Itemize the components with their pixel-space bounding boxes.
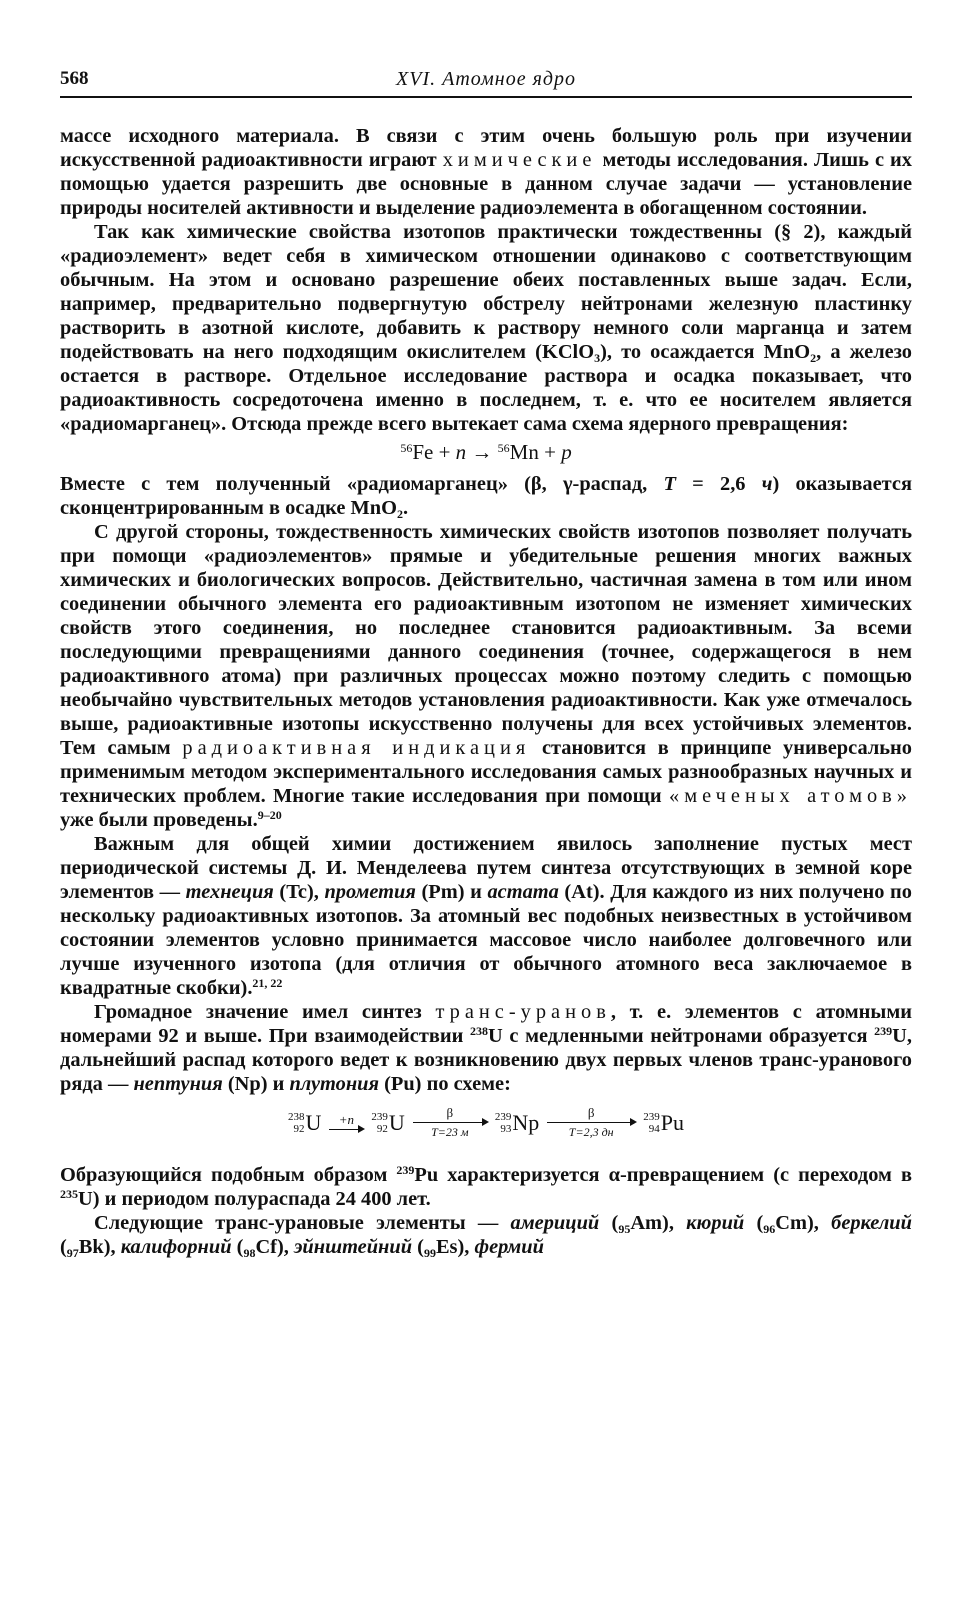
decay-scheme [60,1106,912,1139]
paragraph-1: массе исходного материала. В связи с этим очень большую роль при изучении искусственной радиоактивности играют химические методы исследования. Лишь с их помощью удается разрешить две основные в данном случае задачи — установление природы носителей активности и выделение радиоэлемента в обогащенном состоянии. [60,125,912,219]
arrow-neutron-capture: +n [329,1113,363,1132]
nuclide-u238: 238 92 U [288,1109,322,1135]
paragraph-3: Вместе с тем полученный «радиомарганец» (β, γ-распад, T = 2,6 ч) оказывается сконцентрированным в осадке MnO$_2$. [60,473,912,521]
nuclide-u239: 239 92 U [371,1109,405,1135]
page-number: 568 [60,68,89,89]
paragraph-2: Так как химические свойства изотопов практически тождественны (§ 2), каждый «радиоэлемент» ведет себя в химическом отношении одинаково с соответствующим обычным. На этом и основано разрешение обеих поставленных выше задач. Если, например, предварительно подвергнутую обстрелу нейтронами железную пластинку растворить в азотной кислоте, добавить к раствору немного соли марганца и затем подействовать на него подходящим окислителем (KClO$_3$), то осаждается MnO$_2$, а железо остается в растворе. Отдельное исследование раствора и осадка показывает, что радиоактивность сосредоточена именно в последнем, т. е. что ее носителем является «радиомарганец». Отсюда прежде всего вытекает сама схема ядерного превращения: [60,221,912,435]
spaced-term: химические [442,149,597,171]
running-title: XVI. Атомное ядро [396,68,576,90]
page-body [60,124,912,1259]
footnote-ref: 21, 22 [252,976,283,990]
spaced-term: «меченых атомов» [669,785,912,807]
arrow-beta-decay-2: β T=2,3 дн [547,1106,635,1139]
footnote-ref: 9–20 [257,808,282,822]
nuclide-pu239: 239 94 Pu [643,1109,684,1135]
paragraph-4: С другой стороны, тождественность химических свойств изотопов позволяет получать при помощи «радиоэлементов» прямые и убедительные решения многих важных химических и биологических вопросов. Действительно, частичная замена в том или ином соединении обычного элемента его радиоактивным изотопом не изменяет химических свойств этого соединения, но последнее становится радиоактивным. За всеми последующими превращениями данного соединения (точнее, содержащегося в нем радиоактивного атома) при различных процессах можно поэтому следить с помощью необычайно чувствительных методов установления радиоактивности. Как уже отмечалось выше, радиоактивные изотопы искусственно получены для всех устойчивых элементов. Тем самым радиоактивная индикация становится в принципе универсально применимым методом экспериментального исследования самых разнообразных научных и технических проблем. Многие такие исследования при помощи «меченых атомов» уже были проведены.$^{9-20}$ [60,521,912,831]
nuclide-np239: 239 93 Np [494,1109,540,1135]
paragraph-7: Образующийся подобным образом $^{239}$Pu характеризуется α-превращением (с переходом в $^{235}$U) и периодом полураспада 24 400 лет. [60,1163,912,1210]
spaced-term: радиоактивная индикация [182,737,531,759]
paragraph-6: Громадное значение имел синтез транс-уранов, т. е. элементов с атомными номерами 92 и выше. При взаимодействии $^{238}$U с медленными нейтронами образуется $^{239}$U, дальнейший распад которого ведет к возникновению двух первых членов транс-уранового ряда — нептуния (Np) и плутония (Pu) по схеме: [60,1001,912,1095]
spaced-term: транс-уранов [435,1001,611,1023]
paragraph-5: Важным для общей химии достижением явилось заполнение пустых мест периодической системы Д. И. Менделеева путем синтеза отсутствующих в земной коре элементов — технеция (Tc), прометия (Pm) и астата (At). Для каждого из них получено по нескольку радиоактивных изотопов. За атомный вес подобных неизвестных в устойчивом состоянии элементов условно принимается массовое число наиболее долговечного или лучше изученного изотопа (для отличия от обычного атомного веса заключаемое в квадратные скобки).$^{21, 22}$ [60,833,912,999]
paragraph-8: Следующие транс-урановые элементы — америций $(_{95}Am)$, кюрий $(_{96}Cm)$, беркелий $(_{97}Bk)$, калифорний $(_{98}Cf)$, эйнштейний $(_{99}Es)$, фермий [60,1212,912,1260]
arrow-beta-decay-1: β T=23 м [413,1106,487,1139]
nuclear-reaction-equation: $^{56}$Fe + n → $^{56}$Mn + p [400,440,572,464]
page-header [60,68,912,98]
